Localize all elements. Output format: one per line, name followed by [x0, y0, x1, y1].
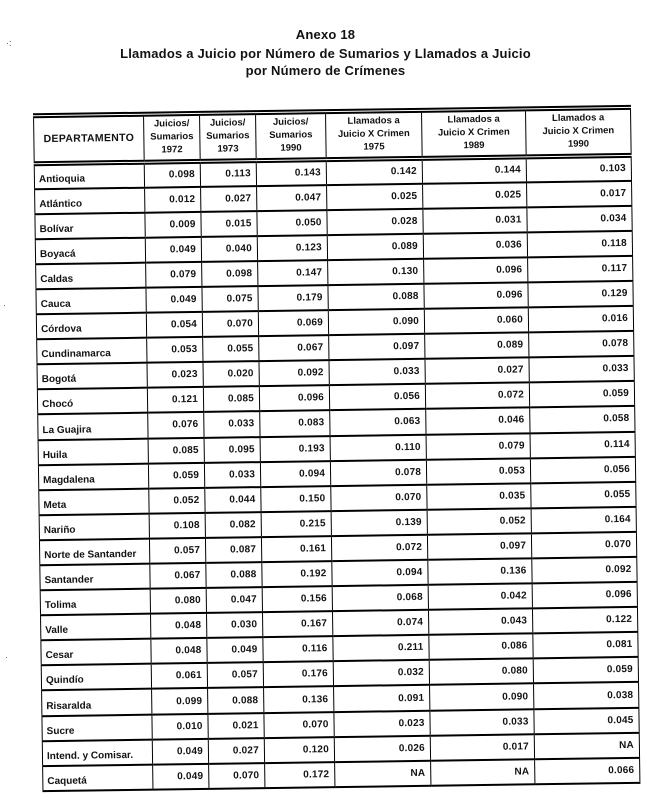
cell-value: 0.089: [327, 234, 423, 260]
cell-value: 0.092: [532, 557, 637, 584]
cell-departamento: Norte de Santander: [39, 539, 149, 566]
cell-value: 0.045: [534, 707, 639, 734]
cell-value: 0.094: [260, 461, 330, 487]
cell-value: 0.092: [259, 360, 329, 386]
cell-value: 0.118: [527, 231, 632, 258]
cell-value: 0.059: [148, 463, 204, 489]
cell-value: 0.090: [328, 309, 424, 335]
cell-value: 0.091: [334, 685, 430, 711]
cell-value: 0.061: [151, 663, 207, 689]
cell-value: 0.079: [426, 433, 530, 460]
cell-value: 0.066: [535, 758, 640, 785]
cell-value: 0.089: [425, 333, 529, 360]
cell-departamento: Tolima: [40, 589, 150, 616]
cell-value: 0.033: [204, 412, 260, 438]
cell-value: 0.122: [532, 607, 637, 634]
cell-value: 0.070: [331, 485, 427, 511]
cell-value: 0.079: [146, 262, 202, 288]
cell-value: 0.120: [264, 737, 334, 763]
scan-artifact: ·:: [6, 38, 12, 48]
cell-departamento: Valle: [41, 614, 151, 641]
cell-value: 0.211: [333, 635, 429, 661]
annex-title: Anexo 18: [295, 27, 356, 42]
cell-value: 0.053: [426, 458, 530, 485]
column-header: Llamados a Juicio X Crimen 1975: [326, 110, 423, 159]
cell-departamento: Quindío: [41, 664, 151, 691]
cell-value: 0.021: [208, 713, 264, 739]
cell-value: 0.048: [151, 638, 207, 664]
table-header: [34, 107, 632, 163]
cell-value: 0.192: [262, 561, 332, 587]
cell-value: 0.136: [428, 558, 532, 585]
column-header: Juicios/ Sumarios 1972: [144, 113, 201, 162]
cell-value: 0.080: [150, 588, 206, 614]
cell-value: 0.025: [327, 183, 423, 209]
cell-value: 0.096: [424, 282, 528, 309]
cell-value: 0.060: [424, 307, 528, 334]
cell-value: 0.082: [205, 512, 261, 538]
cell-value: 0.049: [146, 287, 202, 313]
column-header-departamento: DEPARTAMENTO: [34, 114, 145, 164]
cell-value: 0.027: [208, 738, 264, 764]
cell-value: 0.052: [427, 508, 531, 535]
cell-departamento: Cesar: [41, 639, 151, 666]
cell-departamento: Intend. y Comisar.: [42, 739, 152, 766]
cell-value: 0.032: [333, 660, 429, 686]
cell-value: 0.052: [149, 488, 205, 514]
cell-value: 0.179: [258, 285, 328, 311]
cell-value: 0.025: [423, 182, 527, 209]
cell-value: 0.010: [152, 713, 208, 739]
cell-value: 0.164: [531, 507, 636, 534]
cell-value: 0.147: [258, 260, 328, 286]
cell-departamento: Cundinamarca: [37, 338, 147, 365]
cell-value: 0.156: [262, 586, 332, 612]
cell-value: 0.136: [264, 687, 334, 713]
cell-departamento: Nariño: [39, 513, 149, 540]
cell-departamento: Bogotá: [37, 363, 147, 390]
cell-value: 0.036: [423, 232, 527, 259]
cell-value: 0.167: [262, 611, 332, 637]
cell-value: 0.043: [428, 609, 532, 636]
cell-value: 0.070: [531, 532, 636, 559]
cell-value: 0.097: [329, 334, 425, 360]
cell-value: 0.047: [206, 587, 262, 613]
cell-value: 0.068: [332, 585, 428, 611]
cell-value: 0.057: [149, 538, 205, 564]
cell-value: 0.030: [207, 612, 263, 638]
cell-departamento: Boyacá: [35, 237, 145, 264]
cell-value: 0.023: [147, 362, 203, 388]
cell-value: 0.088: [208, 688, 264, 714]
cell-value: 0.020: [203, 361, 259, 387]
cell-value: 0.072: [331, 535, 427, 561]
cell-value: 0.016: [528, 306, 633, 333]
cell-value: 0.095: [204, 437, 260, 463]
cell-value: 0.117: [528, 256, 633, 283]
cell-value: 0.015: [201, 211, 257, 237]
cell-value: 0.054: [146, 312, 202, 338]
cell-value: 0.067: [150, 563, 206, 589]
cell-departamento: Cauca: [36, 288, 146, 315]
cell-value: 0.113: [200, 161, 256, 187]
cell-value: 0.048: [151, 613, 207, 639]
cell-value: 0.057: [207, 662, 263, 688]
cell-value: NA: [335, 761, 431, 787]
cell-value: 0.098: [144, 161, 200, 187]
cell-value: 0.110: [330, 434, 426, 460]
cell-value: 0.099: [152, 688, 208, 714]
cell-departamento: Caquetá: [43, 764, 153, 791]
cell-value: 0.130: [328, 259, 424, 285]
cell-value: 0.038: [534, 682, 639, 709]
cell-value: 0.142: [326, 158, 422, 184]
cell-value: 0.067: [259, 335, 329, 361]
cell-departamento: Chocó: [37, 388, 147, 415]
cell-value: 0.215: [261, 511, 331, 537]
column-header: Juicios/ Sumarios 1990: [256, 112, 327, 161]
cell-value: 0.097: [427, 533, 531, 560]
cell-value: 0.176: [263, 661, 333, 687]
cell-value: 0.143: [256, 160, 326, 186]
cell-value: 0.087: [205, 537, 261, 563]
data-table: [33, 105, 640, 792]
cell-departamento: Atlántico: [35, 187, 145, 214]
scan-artifact: ·: [5, 652, 8, 662]
cell-value: 0.070: [202, 311, 258, 337]
cell-departamento: Risaralda: [42, 689, 152, 716]
cell-value: 0.094: [332, 560, 428, 586]
cell-value: 0.096: [532, 582, 637, 609]
cell-value: 0.088: [206, 562, 262, 588]
cell-value: 0.046: [426, 408, 530, 435]
cell-value: 0.096: [424, 257, 528, 284]
cell-departamento: Meta: [39, 488, 149, 515]
cell-value: 0.049: [207, 637, 263, 663]
cell-value: 0.049: [153, 764, 209, 790]
cell-value: 0.114: [530, 431, 635, 458]
cell-value: 0.023: [334, 710, 430, 736]
cell-value: 0.076: [148, 412, 204, 438]
column-header: Llamados a Juicio X Crimen 1989: [422, 109, 527, 158]
cell-value: 0.026: [334, 735, 430, 761]
cell-value: 0.116: [263, 636, 333, 662]
cell-value: 0.017: [430, 734, 534, 761]
cell-value: 0.139: [331, 510, 427, 536]
cell-departamento: La Guajira: [38, 413, 148, 440]
cell-value: 0.081: [533, 632, 638, 659]
cell-value: 0.049: [152, 739, 208, 765]
cell-value: 0.056: [530, 456, 635, 483]
cell-value: 0.172: [265, 762, 335, 788]
cell-value: 0.028: [327, 209, 423, 235]
cell-value: 0.017: [527, 180, 632, 207]
cell-value: 0.088: [328, 284, 424, 310]
cell-value: 0.055: [531, 482, 636, 509]
cell-value: 0.098: [202, 261, 258, 287]
cell-departamento: Huila: [38, 438, 148, 465]
cell-value: 0.083: [260, 411, 330, 437]
cell-value: 0.063: [330, 409, 426, 435]
cell-value: 0.069: [258, 310, 328, 336]
cell-value: 0.074: [332, 610, 428, 636]
cell-value: 0.049: [145, 237, 201, 263]
cell-value: 0.058: [530, 406, 635, 433]
cell-value: 0.033: [430, 709, 534, 736]
cell-value: 0.059: [529, 381, 634, 408]
document-title-block: [0, 0, 651, 80]
cell-value: 0.056: [329, 384, 425, 410]
cell-value: 0.161: [261, 536, 331, 562]
cell-value: 0.040: [201, 236, 257, 262]
cell-value: 0.096: [259, 385, 329, 411]
document-subtitle-line1: Llamados a Juicio por Número de Sumarios y Llamados a Juicio: [120, 45, 531, 61]
cell-departamento: Antioquia: [34, 162, 144, 189]
cell-value: 0.034: [527, 206, 632, 233]
cell-value: 0.059: [533, 657, 638, 684]
cell-departamento: Córdova: [36, 313, 146, 340]
cell-value: 0.086: [429, 634, 533, 661]
cell-value: 0.033: [204, 462, 260, 488]
cell-value: 0.108: [149, 513, 205, 539]
cell-value: 0.053: [147, 337, 203, 363]
cell-departamento: Bolívar: [35, 212, 145, 239]
document-subtitle-line2: por Número de Crímenes: [245, 62, 406, 78]
cell-departamento: Sucre: [42, 714, 152, 741]
cell-value: 0.078: [529, 331, 634, 358]
scan-artifact: ·: [3, 300, 6, 310]
cell-value: 0.050: [257, 210, 327, 236]
cell-value: 0.103: [526, 155, 631, 182]
cell-value: 0.078: [330, 459, 426, 485]
cell-value: 0.150: [261, 486, 331, 512]
cell-value: 0.144: [422, 157, 526, 184]
cell-value: 0.085: [148, 437, 204, 463]
cell-value: 0.085: [203, 386, 259, 412]
cell-value: 0.080: [429, 659, 533, 686]
cell-value: 0.042: [428, 583, 532, 610]
cell-value: 0.027: [201, 186, 257, 212]
cell-departamento: Magdalena: [38, 463, 148, 490]
cell-value: 0.129: [528, 281, 633, 308]
cell-value: 0.123: [257, 235, 327, 261]
cell-value: 0.121: [147, 387, 203, 413]
cell-departamento: Santander: [40, 564, 150, 591]
cell-value: 0.070: [209, 763, 265, 789]
data-table-wrapper: [33, 105, 639, 792]
cell-departamento: Caldas: [36, 263, 146, 290]
cell-value: 0.033: [529, 356, 634, 383]
cell-value: 0.047: [257, 185, 327, 211]
cell-value: 0.012: [145, 187, 201, 213]
cell-value: 0.031: [423, 207, 527, 234]
cell-value: 0.027: [425, 358, 529, 385]
cell-value: 0.070: [264, 712, 334, 738]
cell-value: NA: [534, 733, 639, 760]
column-header: Juicios/ Sumarios 1973: [200, 113, 257, 162]
cell-value: 0.075: [202, 286, 258, 312]
cell-value: 0.035: [427, 483, 531, 510]
cell-value: 0.033: [329, 359, 425, 385]
cell-value: 0.193: [260, 436, 330, 462]
cell-value: 0.044: [205, 487, 261, 513]
cell-value: 0.009: [145, 212, 201, 238]
cell-value: NA: [431, 759, 535, 786]
cell-value: 0.072: [425, 383, 529, 410]
cell-value: 0.090: [430, 684, 534, 711]
column-header: Llamados a Juicio X Crimen 1990: [525, 107, 631, 156]
cell-value: 0.055: [203, 336, 259, 362]
